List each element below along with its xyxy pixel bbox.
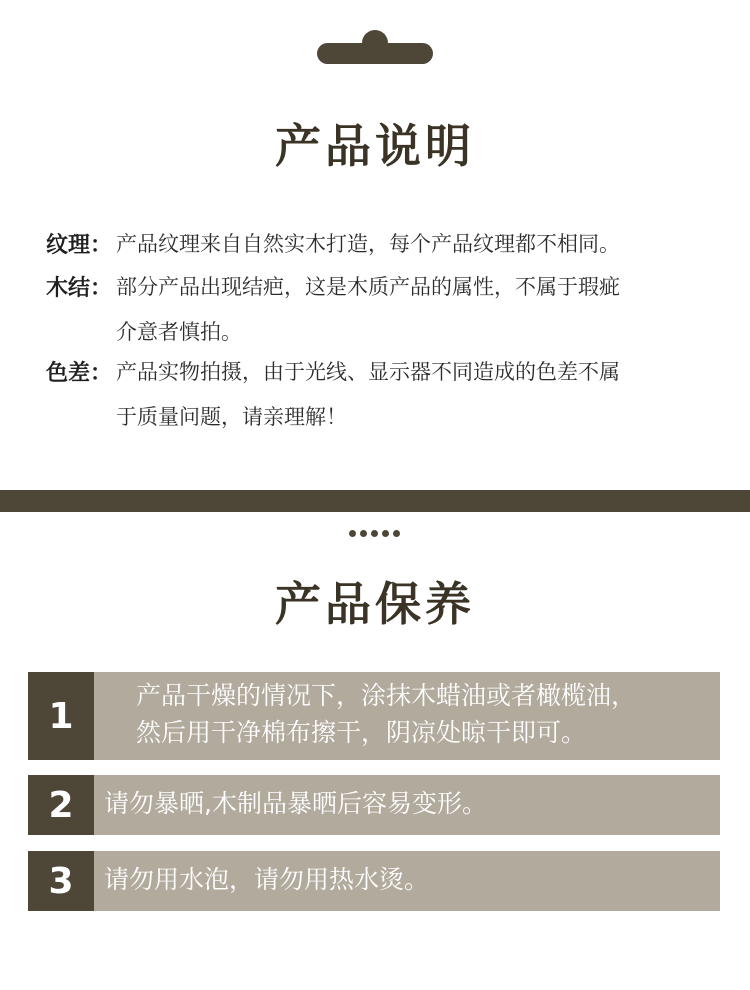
care-line: 产品干燥的情况下，涂抹木蜡油或者橄榄油， xyxy=(136,681,637,710)
dot xyxy=(393,530,400,537)
tab-knob xyxy=(362,30,388,56)
care-number: 2 xyxy=(28,775,94,835)
care-line: 然后用干净棉布擦干，阴凉处晾干即可。 xyxy=(136,718,587,747)
description-label: 色差： xyxy=(46,361,113,386)
description-text: 产品实物拍摄，由于光线、显示器不同造成的色差不属 xyxy=(116,360,620,384)
care-text xyxy=(94,775,720,835)
dot xyxy=(382,530,389,537)
description-text: 产品纹理来自自然实木打造，每个产品纹理都不相同。 xyxy=(116,232,620,256)
care-text xyxy=(94,672,720,760)
description-label: 纹理： xyxy=(46,233,113,258)
care-line: 请勿暴晒,木制品暴晒后容易变形。 xyxy=(104,789,487,818)
description-label: 木结： xyxy=(46,276,113,301)
dot xyxy=(349,530,356,537)
care-item xyxy=(28,851,720,911)
care-line: 请勿用水泡，请勿用热水烫。 xyxy=(104,865,430,894)
dot xyxy=(371,530,378,537)
description-title: 产品说明 xyxy=(275,119,475,173)
care-text xyxy=(94,851,720,911)
dots-ornament xyxy=(349,530,401,538)
hanging-tab-decoration xyxy=(317,30,433,66)
section-divider xyxy=(0,490,750,512)
care-number: 3 xyxy=(28,851,94,911)
care-item xyxy=(28,672,720,760)
description-text-continued: 于质量问题，请亲理解！ xyxy=(116,405,347,429)
description-text-continued: 介意者慎拍。 xyxy=(116,320,242,344)
description-text: 部分产品出现结疤，这是木质产品的属性，不属于瑕疵 xyxy=(116,275,620,299)
care-number: 1 xyxy=(28,672,94,760)
care-title: 产品保养 xyxy=(275,577,475,631)
care-item xyxy=(28,775,720,835)
dot xyxy=(360,530,367,537)
